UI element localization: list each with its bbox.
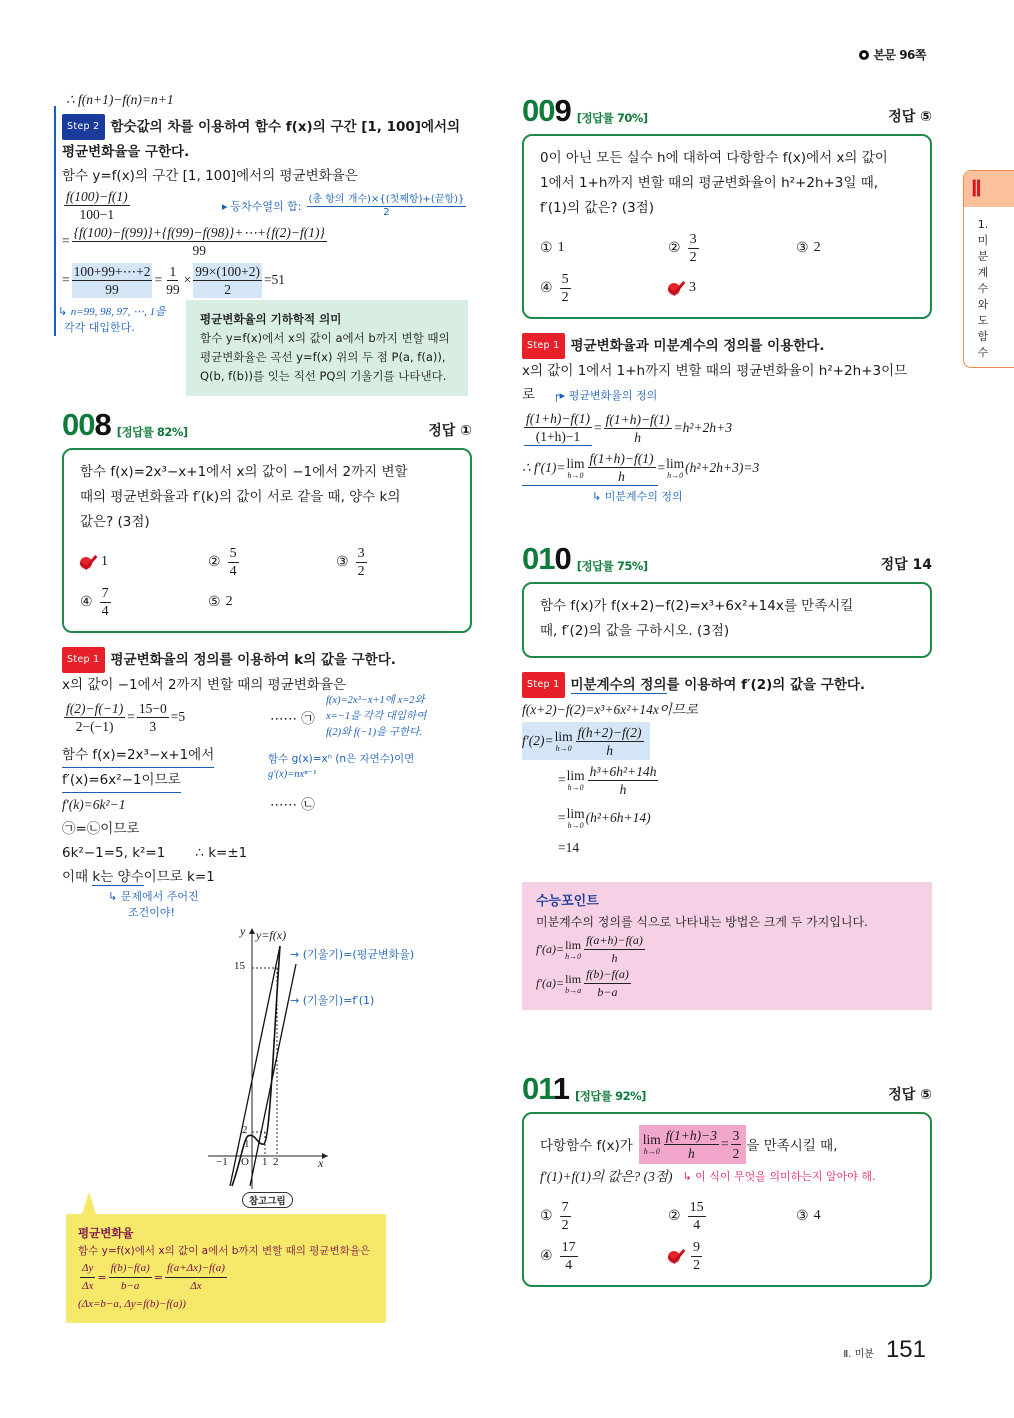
slope-average-annotation: → (기울기)=(평균변화율) — [290, 948, 415, 961]
choice-1[interactable]: 1 — [80, 545, 208, 579]
problem-number: 009 — [522, 93, 571, 128]
geometric-meaning-note: 평균변화율의 기하학적 의미 함수 y=f(x)에서 x의 값이 a에서 b까지 변할 때의 평균변화율은 곡선 y=f(x) 위의 두 점 P(a, f(a)), Q(b, f(b))를 잇는 직선 PQ의 기울기를 나타낸다. — [186, 300, 468, 396]
choice-3[interactable]: ③ $\frac{3}{2}$ — [336, 545, 365, 579]
choice-3[interactable]: ③ 2 — [796, 240, 821, 256]
average-rate-note: 평균변화율 함수 y=f(x)에서 x의 값이 a에서 b까지 변할 때의 평균변화율은 $\frac{\Delta y}{\Delta x}$ = $\frac{f(b)-f(a)}{b-a}$ = $\frac{f(a+\Delta x)-f(a)}{\Delta x}$ (Δx=b−a, Δy=f(b)−f(a)) — [66, 1214, 386, 1323]
page-footer — [843, 1336, 926, 1364]
note-pointer — [82, 1192, 96, 1214]
problem-011 — [522, 1071, 932, 1287]
page-number: 151 — [885, 1336, 926, 1363]
problem-header — [62, 407, 472, 442]
correct-rate: [정답률 70%] — [576, 111, 648, 125]
problem-008 — [62, 407, 472, 921]
problem-number: 010 — [522, 541, 571, 576]
correct-rate: [정답률 75%] — [576, 559, 648, 573]
correct-rate: [정답률 82%] — [116, 425, 188, 439]
question-box: 함수 f(x)가 f(x+2)−f(2)=x³+6x²+14x를 만족시킬 때, f′(2)의 값을 구하시오. (3점) — [522, 582, 932, 658]
slope-derivative-annotation: → (기울기)=f′(1) — [290, 994, 375, 1007]
step2-badge: Step 2 — [62, 114, 105, 140]
choice-4[interactable]: ④ $\frac{17}{4}$ — [540, 1239, 576, 1273]
page-reference-text: 본문 96쪽 — [873, 48, 926, 62]
step2-line1: 함수 y=f(x)의 구간 [1, 100]에서의 평균변화율은 — [62, 168, 358, 184]
problem-009 — [522, 93, 932, 504]
question-box: 함수 f(x)=2x³−x+1에서 x의 값이 −1에서 2까지 변할 때의 평균변화율과 f′(k)의 값이 서로 같을 때, 양수 k의 값은? (3점) 1 ② $\frac{5}{4}$ ③ $\frac{3}{2}$ ④ $\frac{7}{4}$ ⑤ 2 — [62, 448, 472, 633]
limit-expression-highlight: lim h→0 $\frac{f(1+h)-3}{h}$ = $\frac{3}{2}$ — [639, 1125, 747, 1164]
answer-choices — [540, 231, 914, 305]
answer-choices — [540, 1199, 914, 1273]
reference-graph: y y=f(x) 15 2 1 −1 O 1 2 x → (기울기)=(평균변화율) → (기울기)=f′(1) 참고그림 — [200, 924, 440, 1214]
hint-annotation: ↳ 이 식이 무엇을 의미하는지 알아야 해. — [682, 1170, 876, 1183]
question-box: 다항함수 f(x)가 lim h→0 $\frac{f(1+h)-3}{h}$ = $\frac{3}{2}$ 을 만족시킬 때, f′(1)+f(1)의 값은? (3점) ↳ 이 식이 무엇을 의미하는지 알아야 해. ① $\frac{7}{2}$ ② $\frac{15}{4}$ ③ 4 ④ $\frac{17}{4}$ $\frac{9}{2}$ — [522, 1112, 932, 1287]
choice-1[interactable]: ① 1 — [540, 240, 565, 256]
choice-5[interactable]: 3 — [668, 271, 796, 305]
exam-point-note: 수능포인트 미분계수의 정의를 식으로 나타내는 방법은 크게 두 가지입니다. f′(a)= lim h→0 $\frac{f(a+h)-f(a)}{h}$ f′(a)= lim b→a $\frac{f(b)-f(a)}{b-a}$ — [522, 882, 932, 1010]
answer-choices — [80, 545, 454, 619]
choice-3[interactable]: ③ 4 — [796, 1208, 821, 1224]
question-box: 0이 아닌 모든 실수 h에 대하여 다항함수 f(x)에서 x의 값이 1에서 1+h까지 변할 때의 평균변화율이 h²+2h+3일 때, f′(1)의 값은? (3점) ① 1 ② $\frac{3}{2}$ ③ 2 ④ $\frac{5}{2}$ 3 — [522, 134, 932, 319]
correct-rate: [정답률 92%] — [575, 1089, 646, 1103]
step2-heading-cont: 평균변화율을 구한다. — [62, 144, 190, 160]
condition-annotation: ↳ 문제에서 주어진 조건이야! — [108, 890, 199, 919]
annotation-connector — [54, 106, 56, 336]
left-column — [58, 88, 472, 921]
choice-1[interactable]: ① $\frac{7}{2}$ — [540, 1199, 569, 1233]
choice-5[interactable]: ⑤ 2 — [208, 594, 233, 610]
fraction: $\frac{1}{99}$ — [166, 263, 180, 297]
answer-label: 정답 ① — [428, 423, 472, 439]
checkmark-icon — [668, 1248, 684, 1264]
answer-label: 정답 ⑤ — [888, 1087, 932, 1103]
right-column — [522, 40, 932, 1287]
fraction: $\frac{100+99+\cdots+2}{99}$ — [73, 263, 151, 297]
figure-caption: 참고그림 — [242, 1192, 293, 1208]
choice-4[interactable]: ④ $\frac{7}{4}$ — [80, 585, 109, 619]
footer-section: Ⅱ. 미분 — [843, 1349, 874, 1360]
frac-row-2: = $\frac{\{f(100)-f(99)\}+\{f(99)-f(98)\}+\cdots+\{f(2)-f(1)\}}{99}$ — [62, 224, 325, 258]
solution-010: Step 1 미분계수의 정의를 이용하여 f′(2)의 값을 구한다. f(x+2)−f(2)=x³+6x²+14x이므로 f′(2)= lim h→0 $\frac{f(h+2)-f(2)}{h}$ = lim h→0 $\frac{\text{h³+6h²+14h}}{h}$ = lim h→0 (h²+6h+14) =14 — [522, 672, 932, 860]
chapter-number: Ⅱ — [964, 171, 1014, 207]
checkmark-icon — [80, 554, 96, 570]
substitution-annotation: f(x)=2x³−x+1에 x=2와 x=−1을 각각 대입하여 f(2)와 f(−1)을 구한다. — [326, 695, 427, 738]
chapter-section-title: 1.미분계수와도함수 — [977, 218, 989, 359]
conclusion-line: ∴ f(n+1)−f(n)=n+1 — [66, 92, 174, 107]
problem-number: 011 — [522, 1071, 570, 1106]
problem-number: 008 — [62, 407, 111, 442]
answer-label: 정답 ⑤ — [888, 109, 932, 125]
frac-row-1 — [62, 188, 472, 222]
step1-heading: Step 1 평균변화율의 정의를 이용하여 k의 값을 구한다. — [62, 647, 472, 673]
answer-label: 정답 14 — [880, 557, 932, 573]
choice-2[interactable]: ② $\frac{5}{4}$ — [208, 545, 237, 579]
step2-heading: Step 2 함숫값의 차를 이용하여 함수 f(x)의 구간 [1, 100]에서의 — [62, 114, 472, 140]
choice-5[interactable]: $\frac{9}{2}$ — [668, 1239, 796, 1273]
choice-2[interactable]: ② $\frac{15}{4}$ — [668, 1199, 704, 1233]
substitution-annotation: ↳ n=99, 98, 97, ⋯, 1을 각각 대입한다. — [58, 305, 166, 334]
frac-row-3: = $\frac{100+99+\cdots+2}{99}$ = $\frac{1}{99}$ × $\frac{99\times(100+2)}{2}$ =51 — [62, 263, 286, 297]
solution-009: Step 1 평균변화율과 미분계수의 정의를 이용한다. x의 값이 1에서 1+h까지 변할 때의 평균변화율이 h²+2h+3이므 로 ┌▸ 평균변화율의 정의 $\frac{f(1+h)-f(1)}{(1+h)-1}$ = $\frac{f(1+h)-f(1)}{h}$ =h²+2h+3 ∴ f′(1)= lim h→0 $\frac{f(1+h)-f(1)}{h}$ = lim h→0 (h²+2h+3)=3 ↳ 미분계수의 정의 — [522, 333, 932, 504]
checkmark-icon — [668, 280, 684, 296]
arithmetic-sum-annotation: ▸ 등차수열의 합: $\frac{\text{(총 항의 개수)×\{(첫째항)+(끝항)\}}}{2}$ — [222, 194, 465, 218]
fraction: $\frac{\{f(100)-f(99)\}+\{f(99)-f(98)\}+\cdots+\{f(2)-f(1)\}}{99}$ — [73, 224, 325, 258]
choice-4[interactable]: ④ $\frac{5}{2}$ — [540, 271, 569, 305]
fraction: $\frac{f(100)-f(1)}{100-1}$ — [66, 189, 128, 222]
problem-010 — [522, 541, 932, 860]
solution-008: Step 1 평균변화율의 정의를 이용하여 k의 값을 구한다. x의 값이 −1에서 2까지 변할 때의 평균변화율은 $\frac{f(2)-f(-1)}{2-(-1)}$ = $\frac{15-0}{3}$ =5 ⋯⋯ ㉠ f(x)=2x³−x+1에 x=2와 x=−1을 각각 대입하여 f(2)와 f(−1)을 구한다. 함수 f(x)=2x³−x+1에서 f′(x)=6x²−1이므로 함수 g(x)=xⁿ (n은 자연수)이면 g′(x)=nxⁿ⁻¹ f′(k)=6k²−1 ⋯⋯ ㉡ ㉠=㉡이므로 6k²−1=5, k²=1 ∴ k=±1 이때 k는 양수이므로 k=1 ↳ 문제에서 주어진 조건이야! — [62, 647, 472, 921]
fraction: $\frac{99\times(100+2)}{2}$ — [195, 263, 260, 297]
step2-notes — [58, 300, 472, 396]
derivative-definition-annotation: ↳ 미분계수의 정의 — [592, 490, 683, 503]
choice-2[interactable]: ② $\frac{3}{2}$ — [668, 231, 697, 265]
power-rule-annotation: 함수 g(x)=xⁿ (n은 자연수)이면 g′(x)=nxⁿ⁻¹ — [268, 753, 415, 780]
chapter-side-tab — [963, 170, 1014, 368]
